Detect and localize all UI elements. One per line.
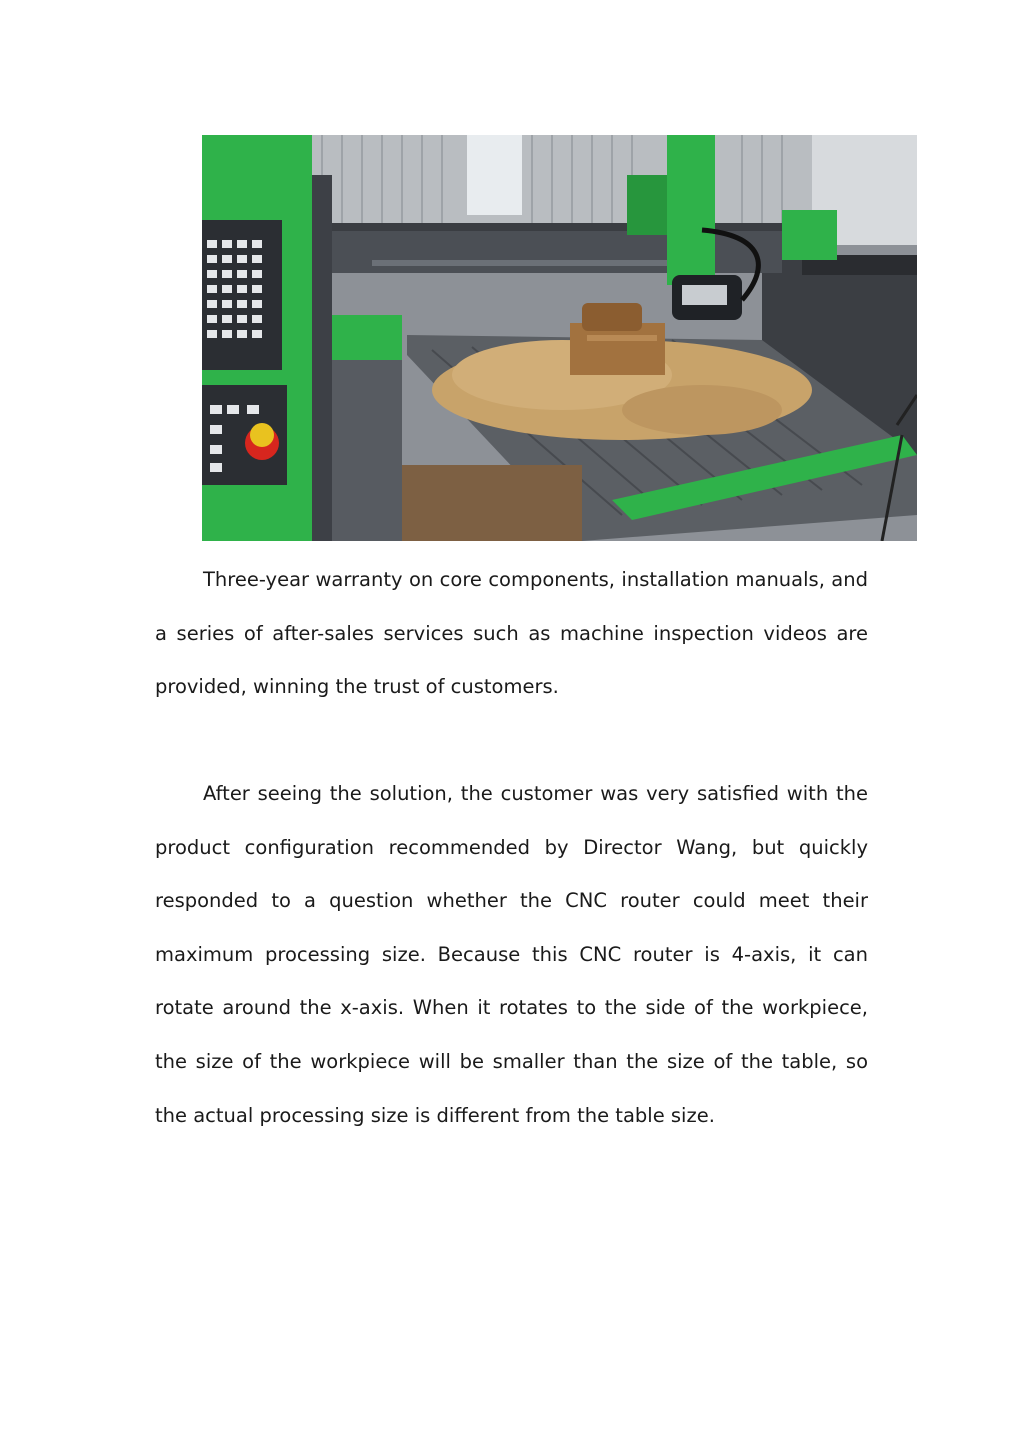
cnc-router-photo (202, 135, 917, 541)
paragraph-solution: After seeing the solution, the customer was very satisfied with the product configuration recommended by Director Wang, but quickly responded to a question whether the CNC router could meet their maximum processing size. Because this CNC router is 4-axis, it can rotate around the x-axis. When it rotates to the side of the workpiece, the size of the workpiece will be smaller than the size of the table, so the actual processing size is different from the table size. (155, 782, 868, 1127)
paragraph-warranty: Three-year warranty on core components, installation manuals, and a series of after-sales services such as machine inspection videos are provided, winning the trust of customers. (155, 568, 868, 699)
